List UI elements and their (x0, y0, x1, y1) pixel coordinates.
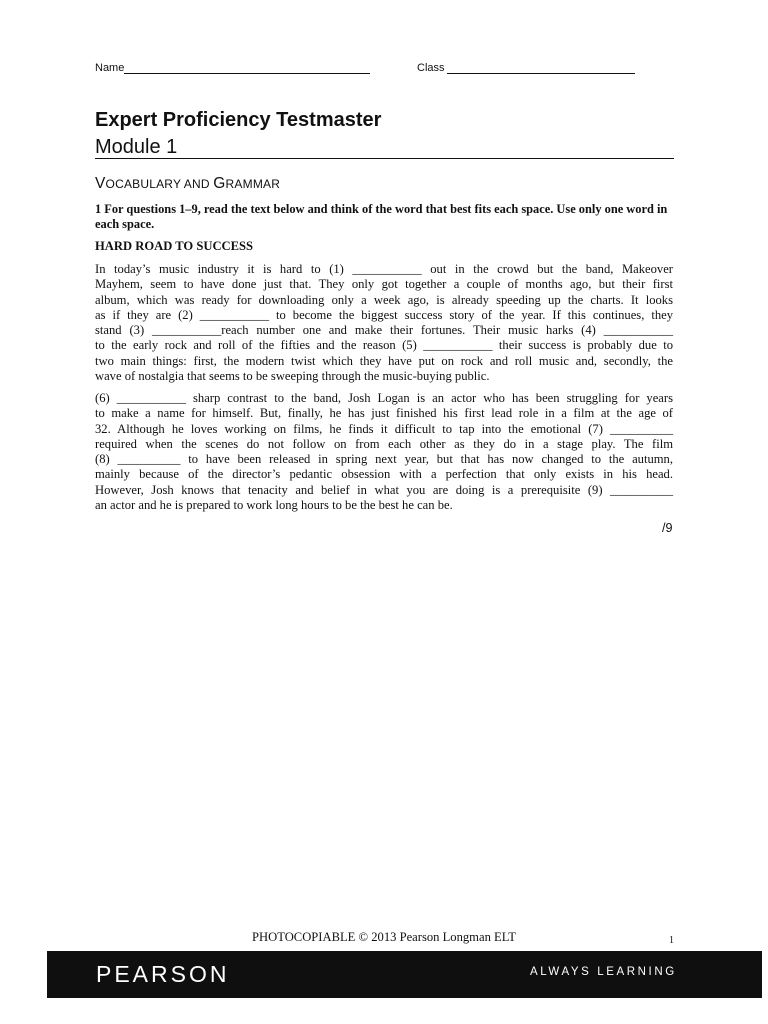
paragraph-1-line: as if they are (2) ___________ to become the biggest success story of the year. If this continues, they (95, 307, 673, 322)
text-heading: HARD ROAD TO SUCCESS (95, 239, 254, 253)
paragraph-1-line: In today’s music industry it is hard to (1) ___________ out in the crowd but the band, Makeover (95, 262, 673, 276)
paragraph-2-line: to make a name for himself. But, finally, he has just finished his first lead role in a film at the age of (95, 406, 673, 421)
class-field-line (447, 73, 635, 74)
paragraph-1-line: stand (3) ___________reach number one and make their fortunes. Their music harks (4) ___________ (95, 323, 673, 337)
page-number: 1 (669, 935, 674, 946)
paragraph-2-line: an actor and he is prepared to work long hours to be the best he can be. (95, 497, 453, 512)
paragraph-1-line: wave of nostalgia that seems to be sweeping through the music-buying public. (95, 368, 490, 383)
paragraph-1-line: Mayhem, seem to have done just that. They only got together a couple of months ago, but their first (95, 277, 673, 292)
class-label: Class (417, 62, 445, 74)
score-total: /9 (662, 521, 673, 535)
section-heading-ocabulary: OCABULARY AND (105, 177, 214, 191)
section-heading-rammar: RAMMAR (225, 177, 281, 191)
paragraph-2-line: 32. Although he loves working on films, he finds it difficult to tap into the emotional (7) __________ (95, 421, 673, 436)
paragraph-2-line: mainly because of the director’s pedantic obsession with a perfection that only exists in his head. (95, 467, 673, 482)
paragraph-2-line: (8) __________ to have been released in spring next year, but that has now changed to the autumn, (95, 452, 673, 466)
task-instruction: 1 For questions 1–9, read the text below and think of the word that best fits each space. Use only one word in each space. (95, 202, 668, 231)
section-heading (95, 175, 280, 193)
section-heading-g: G (213, 175, 226, 192)
name-label: Name (95, 62, 125, 74)
paragraph-1-line: to the early rock and roll of the fifties and the reason (5) ___________ their success is probably due to (95, 338, 673, 353)
paragraph-2-line: However, Josh knows that tenacity and belief in what you are doing is a prerequisite (9) __________ (95, 482, 673, 497)
title-divider (95, 158, 674, 159)
module-label: Module 1 (95, 136, 178, 158)
paragraph-2-line: (6) ___________ sharp contrast to the band, Josh Logan is an actor who has been struggling for years (95, 391, 673, 405)
paragraph-1-line: album, which was ready for downloading only a week ago, is already speeding up the charts. It looks (95, 292, 673, 307)
tagline: ALWAYS LEARNING (530, 966, 677, 978)
copyright-notice: PHOTOCOPIABLE © 2013 Pearson Longman ELT (252, 930, 516, 944)
paragraph-1-line: two main things: first, the modern twist which they have put on rock and roll music and, secondly, the (95, 353, 673, 368)
section-heading-v: V (95, 175, 106, 192)
page-title: Expert Proficiency Testmaster (95, 109, 382, 131)
pearson-logo: PEARSON (96, 961, 230, 987)
paragraph-1 (95, 262, 673, 384)
paragraph-2 (95, 391, 673, 513)
name-field-line (124, 73, 370, 74)
paragraph-2-line: required when the scenes do not follow on from each other as they do in a stage play. The film (95, 436, 673, 451)
